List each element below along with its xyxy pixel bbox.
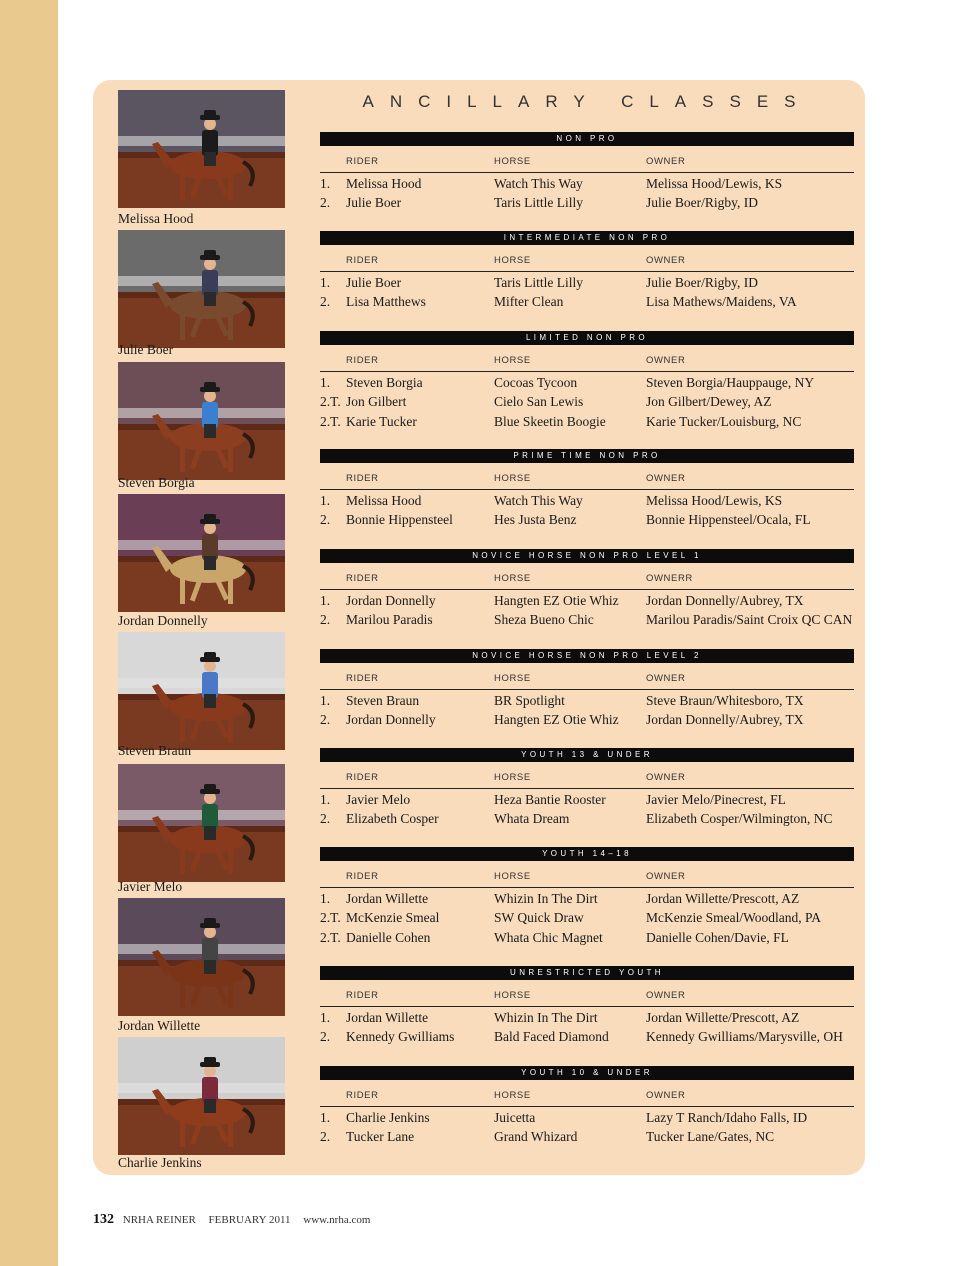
rider-name: Melissa Hood: [346, 176, 422, 191]
class-section: [320, 449, 854, 529]
horse-header: HORSE: [494, 473, 531, 484]
owner-name: Melissa Hood/Lewis, KS: [646, 176, 783, 191]
horse-name: Whata Dream: [494, 811, 570, 827]
class-name-bar: INTERMEDIATE NON PRO: [320, 231, 854, 245]
placing: 2.: [320, 1029, 331, 1045]
owner-name: Danielle Cohen/Davie, FL: [646, 929, 789, 945]
horse-header: HORSE: [494, 1090, 531, 1101]
result-row: [320, 927, 854, 946]
horse-name: Taris Little Lilly: [494, 195, 584, 211]
rider-photo: [118, 90, 285, 208]
class-name-bar: YOUTH 14–18: [320, 847, 854, 861]
rider-header: RIDER: [346, 990, 379, 1001]
owner-name: Elizabeth Cosper/Wilmington, NC: [646, 811, 833, 827]
website-url: www.nrha.com: [303, 1214, 371, 1226]
owner-name: Javier Melo/Pinecrest, FL: [646, 792, 786, 807]
photo-caption: Julie Boer: [118, 342, 174, 357]
owner-header: OWNER: [646, 255, 686, 266]
placing: 1.: [320, 891, 331, 906]
class-section: [320, 748, 854, 828]
owner-name: Lisa Mathews/Maidens, VA: [646, 294, 797, 310]
rider-name: Steven Borgia: [346, 375, 423, 390]
column-header-row: [320, 151, 854, 173]
result-row: [320, 272, 854, 291]
owner-name: Melissa Hood/Lewis, KS: [646, 493, 783, 508]
rider-header: RIDER: [346, 255, 379, 266]
owner-header: OWNER: [646, 673, 686, 684]
rider-name: Julie Boer: [346, 275, 402, 290]
class-section: [320, 231, 854, 311]
rider-name: Melissa Hood: [346, 493, 422, 508]
rider-photo: [118, 632, 285, 750]
placing: 1.: [320, 176, 331, 191]
owner-name: Tucker Lane/Gates, NC: [646, 1129, 775, 1145]
placing: 1.: [320, 693, 331, 708]
placing: 1.: [320, 375, 331, 390]
horse-name: Whizin In The Dirt: [494, 891, 598, 906]
rider-name: Javier Melo: [346, 792, 411, 807]
page-number: 132: [93, 1212, 114, 1227]
placing: 1.: [320, 593, 331, 608]
rider-photo: [118, 494, 285, 612]
rider-name: Bonnie Hippensteel: [346, 512, 453, 528]
horse-name: Hangten EZ Otie Whiz: [494, 712, 619, 728]
rider-name: Jordan Donnelly: [346, 712, 436, 728]
class-name-bar: YOUTH 13 & UNDER: [320, 748, 854, 762]
horse-name: Sheza Bueno Chic: [494, 612, 594, 628]
rider-header: RIDER: [346, 871, 379, 882]
result-row: [320, 291, 854, 310]
rider-name: Jordan Willette: [346, 1010, 429, 1025]
owner-header: OWNER: [646, 473, 686, 484]
rider-header: RIDER: [346, 1090, 379, 1101]
rider-header: RIDER: [346, 473, 379, 484]
rider-photo: [118, 898, 285, 1016]
class-name-bar: NON PRO: [320, 132, 854, 146]
owner-name: Steve Braun/Whitesboro, TX: [646, 693, 804, 708]
placing: 1.: [320, 792, 331, 807]
class-name-bar: NOVICE HORSE NON PRO LEVEL 2: [320, 649, 854, 663]
horse-name: Blue Skeetin Boogie: [494, 413, 606, 429]
horse-header: HORSE: [494, 990, 531, 1001]
result-row: [320, 173, 854, 192]
column-header-row: [320, 568, 854, 590]
horse-header: HORSE: [494, 355, 531, 366]
owner-header: OWNER: [646, 1090, 686, 1101]
result-row: [320, 1026, 854, 1045]
horse-name: Watch This Way: [494, 493, 583, 508]
horse-name: Bald Faced Diamond: [494, 1029, 609, 1045]
class-name-bar: NOVICE HORSE NON PRO LEVEL 1: [320, 549, 854, 563]
horse-header: HORSE: [494, 156, 531, 167]
issue-date: FEBRUARY 2011: [208, 1214, 291, 1226]
result-row: [320, 590, 854, 609]
class-section: [320, 132, 854, 212]
horse-header: HORSE: [494, 673, 531, 684]
rider-name: Charlie Jenkins: [346, 1110, 430, 1125]
horse-name: SW Quick Draw: [494, 910, 584, 926]
placing: 2.T.: [320, 413, 341, 429]
owner-name: Jordan Willette/Prescott, AZ: [646, 1010, 800, 1025]
class-name-bar: YOUTH 10 & UNDER: [320, 1066, 854, 1080]
class-section: [320, 331, 854, 430]
horse-name: Juicetta: [494, 1110, 536, 1125]
horse-name: Whizin In The Dirt: [494, 1010, 598, 1025]
placing: 2.: [320, 712, 331, 728]
horse-header: HORSE: [494, 871, 531, 882]
placing: 2.: [320, 195, 331, 211]
rider-name: Jon Gilbert: [346, 394, 407, 410]
owner-name: Karie Tucker/Louisburg, NC: [646, 413, 802, 429]
page-edge-strip: [0, 0, 58, 1266]
column-header-row: [320, 668, 854, 690]
placing: 2.: [320, 612, 331, 628]
result-row: [320, 690, 854, 709]
rider-name: Julie Boer: [346, 195, 402, 211]
rider-header: RIDER: [346, 673, 379, 684]
photo-caption: Jordan Willette: [118, 1018, 201, 1033]
horse-name: Cocoas Tycoon: [494, 375, 578, 390]
placing: 1.: [320, 275, 331, 290]
photo-caption: Charlie Jenkins: [118, 1155, 202, 1170]
horse-name: Watch This Way: [494, 176, 583, 191]
placing: 2.T.: [320, 394, 341, 410]
class-name-bar: PRIME TIME NON PRO: [320, 449, 854, 463]
placing: 1.: [320, 493, 331, 508]
result-row: [320, 888, 854, 907]
horse-name: Taris Little Lilly: [494, 275, 584, 290]
rider-name: Steven Braun: [346, 693, 420, 708]
placing: 2.T.: [320, 910, 341, 926]
owner-name: Kennedy Gwilliams/Marysville, OH: [646, 1029, 843, 1045]
rider-name: Elizabeth Cosper: [346, 811, 439, 827]
result-row: [320, 789, 854, 808]
class-name-bar: LIMITED NON PRO: [320, 331, 854, 345]
rider-name: Karie Tucker: [346, 413, 417, 429]
column-header-row: [320, 866, 854, 888]
result-row: [320, 391, 854, 410]
class-name-bar: UNRESTRICTED YOUTH: [320, 966, 854, 980]
result-row: [320, 372, 854, 391]
column-header-row: [320, 350, 854, 372]
horse-header: HORSE: [494, 255, 531, 266]
result-row: [320, 192, 854, 211]
rider-photo: [118, 362, 285, 480]
photo-caption: Javier Melo: [118, 879, 183, 894]
rider-name: McKenzie Smeal: [346, 910, 440, 926]
owner-header: OWNER: [646, 990, 686, 1001]
photo-caption: Jordan Donnelly: [118, 613, 208, 628]
horse-name: Grand Whizard: [494, 1129, 578, 1145]
horse-name: Cielo San Lewis: [494, 394, 584, 410]
horse-name: Mifter Clean: [494, 294, 564, 310]
owner-header: OWNERR: [646, 573, 693, 584]
horse-name: Heza Bantie Rooster: [494, 792, 606, 807]
class-section: [320, 966, 854, 1046]
owner-name: Julie Boer/Rigby, ID: [646, 275, 758, 290]
owner-name: Julie Boer/Rigby, ID: [646, 195, 758, 211]
column-header-row: [320, 468, 854, 490]
horse-name: BR Spotlight: [494, 693, 565, 708]
result-row: [320, 609, 854, 628]
placing: 2.: [320, 811, 331, 827]
rider-name: Kennedy Gwilliams: [346, 1029, 455, 1045]
placing: 2.: [320, 1129, 331, 1145]
rider-photo: [118, 1037, 285, 1155]
class-section: [320, 1066, 854, 1146]
rider-header: RIDER: [346, 156, 379, 167]
owner-name: Lazy T Ranch/Idaho Falls, ID: [646, 1110, 808, 1125]
photo-caption: Melissa Hood: [118, 211, 194, 226]
owner-header: OWNER: [646, 871, 686, 882]
rider-name: Marilou Paradis: [346, 612, 433, 628]
photo-caption: Steven Borgia: [118, 475, 195, 490]
owner-name: Jon Gilbert/Dewey, AZ: [646, 394, 772, 410]
page-footer: [93, 1212, 370, 1228]
rider-photo: [118, 764, 285, 882]
class-section: [320, 649, 854, 729]
owner-name: Steven Borgia/Hauppauge, NY: [646, 375, 815, 390]
result-row: [320, 1107, 854, 1126]
result-row: [320, 490, 854, 509]
placing: 1.: [320, 1010, 331, 1025]
owner-header: OWNER: [646, 355, 686, 366]
result-row: [320, 411, 854, 430]
owner-name: Bonnie Hippensteel/Ocala, FL: [646, 512, 811, 528]
result-row: [320, 1126, 854, 1145]
result-row: [320, 509, 854, 528]
rider-photo: [118, 230, 285, 348]
horse-name: Hes Justa Benz: [494, 512, 577, 528]
owner-header: OWNER: [646, 156, 686, 167]
horse-name: Whata Chic Magnet: [494, 929, 603, 945]
placing: 2.: [320, 512, 331, 528]
rider-header: RIDER: [346, 355, 379, 366]
owner-header: OWNER: [646, 772, 686, 783]
rider-name: Danielle Cohen: [346, 929, 431, 945]
horse-name: Hangten EZ Otie Whiz: [494, 593, 619, 608]
owner-name: Jordan Donnelly/Aubrey, TX: [646, 593, 804, 608]
result-row: [320, 709, 854, 728]
column-header-row: [320, 1085, 854, 1107]
column-header-row: [320, 767, 854, 789]
class-section: [320, 847, 854, 946]
rider-name: Jordan Willette: [346, 891, 429, 906]
owner-name: McKenzie Smeal/Woodland, PA: [646, 910, 822, 926]
rider-name: Lisa Matthews: [346, 294, 426, 310]
photo-caption: Steven Braun: [118, 743, 192, 758]
placing: 2.T.: [320, 929, 341, 945]
placing: 2.: [320, 294, 331, 310]
rider-name: Jordan Donnelly: [346, 593, 436, 608]
magazine-name: NRHA REINER: [122, 1214, 196, 1226]
rider-header: RIDER: [346, 772, 379, 783]
placing: 1.: [320, 1110, 331, 1125]
owner-name: Jordan Donnelly/Aubrey, TX: [646, 712, 804, 728]
owner-name: Marilou Paradis/Saint Croix QC CAN: [646, 612, 853, 628]
rider-name: Tucker Lane: [346, 1129, 415, 1145]
horse-header: HORSE: [494, 573, 531, 584]
result-row: [320, 1007, 854, 1026]
horse-header: HORSE: [494, 772, 531, 783]
rider-header: RIDER: [346, 573, 379, 584]
page-title: ANCILLARY CLASSES: [362, 92, 812, 111]
owner-name: Jordan Willette/Prescott, AZ: [646, 891, 800, 906]
result-row: [320, 907, 854, 926]
result-row: [320, 808, 854, 827]
column-header-row: [320, 985, 854, 1007]
column-header-row: [320, 250, 854, 272]
class-section: [320, 549, 854, 629]
